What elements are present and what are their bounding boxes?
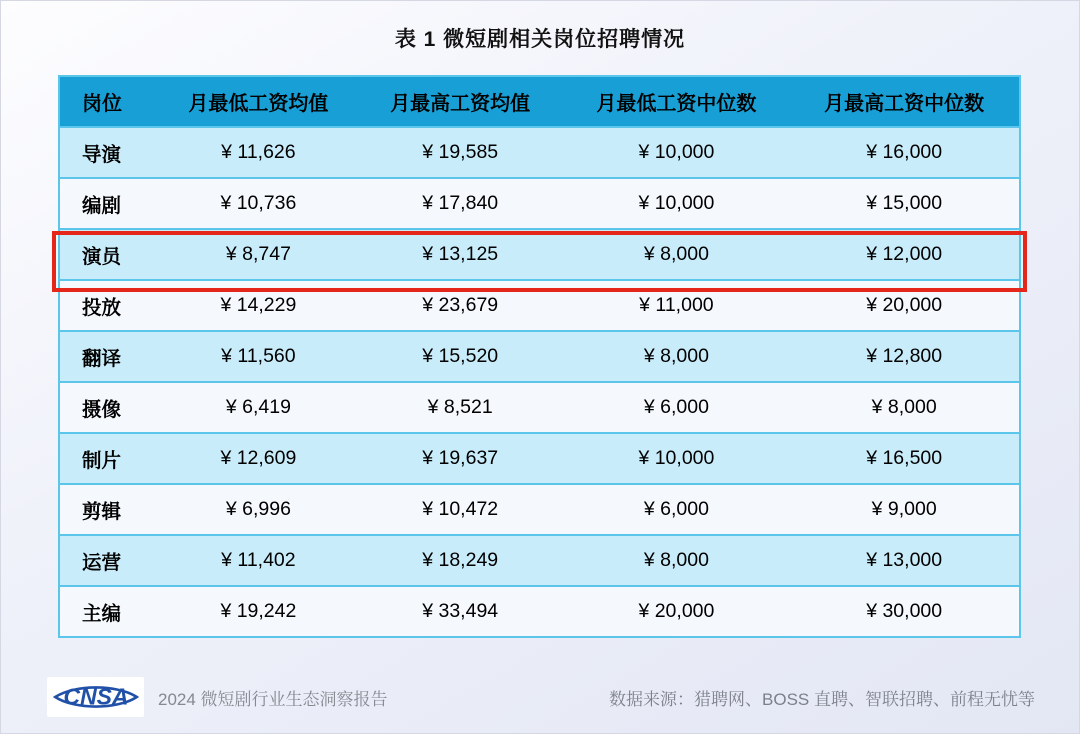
column-header-min-avg: 月最低工资均值 [160, 76, 357, 127]
value-cell: ¥ 6,996 [160, 484, 357, 535]
cnsa-logo-text: CNSA [63, 683, 128, 710]
value-cell: ¥ 20,000 [564, 586, 790, 637]
value-cell: ¥ 23,679 [357, 280, 564, 331]
value-cell: ¥ 15,000 [789, 178, 1020, 229]
value-cell: ¥ 10,736 [160, 178, 357, 229]
value-cell: ¥ 8,000 [564, 229, 790, 280]
value-cell: ¥ 14,229 [160, 280, 357, 331]
value-cell: ¥ 8,000 [564, 331, 790, 382]
column-header-max-avg: 月最高工资均值 [357, 76, 564, 127]
column-header-min-median: 月最低工资中位数 [564, 76, 790, 127]
position-cell: 编剧 [59, 178, 160, 229]
column-header-position: 岗位 [59, 76, 160, 127]
value-cell: ¥ 8,521 [357, 382, 564, 433]
position-cell: 导演 [59, 127, 160, 178]
value-cell: ¥ 15,520 [357, 331, 564, 382]
value-cell: ¥ 10,000 [564, 127, 790, 178]
value-cell: ¥ 20,000 [789, 280, 1020, 331]
value-cell: ¥ 13,000 [789, 535, 1020, 586]
value-cell: ¥ 33,494 [357, 586, 564, 637]
value-cell: ¥ 10,000 [564, 433, 790, 484]
value-cell: ¥ 16,500 [789, 433, 1020, 484]
value-cell: ¥ 30,000 [789, 586, 1020, 637]
value-cell: ¥ 8,747 [160, 229, 357, 280]
report-name: 2024 微短剧行业生态洞察报告 [158, 689, 388, 709]
position-cell: 主编 [59, 586, 160, 637]
value-cell: ¥ 6,419 [160, 382, 357, 433]
table-row [59, 586, 1020, 637]
table-title: 表 1 微短剧相关岗位招聘情况 [394, 28, 686, 51]
footer [47, 677, 1035, 717]
position-cell: 演员 [59, 229, 160, 280]
value-cell: ¥ 6,000 [564, 382, 790, 433]
value-cell: ¥ 10,472 [357, 484, 564, 535]
table-row [59, 535, 1020, 586]
value-cell: ¥ 10,000 [564, 178, 790, 229]
value-cell: ¥ 19,585 [357, 127, 564, 178]
value-cell: ¥ 17,840 [357, 178, 564, 229]
position-cell: 投放 [59, 280, 160, 331]
table-row-highlighted [59, 229, 1020, 280]
table-row [59, 433, 1020, 484]
table-row [59, 127, 1020, 178]
cnsa-logo-icon [52, 680, 140, 714]
table-header-row [59, 76, 1020, 127]
value-cell: ¥ 8,000 [564, 535, 790, 586]
value-cell: ¥ 12,000 [789, 229, 1020, 280]
table-row [59, 382, 1020, 433]
position-cell: 运营 [59, 535, 160, 586]
position-cell: 翻译 [59, 331, 160, 382]
position-cell: 剪辑 [59, 484, 160, 535]
data-source: 数据来源：猎聘网、BOSS 直聘、智联招聘、前程无忧等 [609, 689, 1035, 709]
value-cell: ¥ 6,000 [564, 484, 790, 535]
table-body [59, 127, 1020, 637]
value-cell: ¥ 13,125 [357, 229, 564, 280]
value-cell: ¥ 11,560 [160, 331, 357, 382]
value-cell: ¥ 19,637 [357, 433, 564, 484]
cnsa-logo [47, 677, 144, 717]
table-row [59, 331, 1020, 382]
value-cell: ¥ 8,000 [789, 382, 1020, 433]
position-cell: 摄像 [59, 382, 160, 433]
table-row [59, 484, 1020, 535]
value-cell: ¥ 11,626 [160, 127, 357, 178]
table-row [59, 280, 1020, 331]
footer-left [47, 677, 388, 717]
table-row [59, 178, 1020, 229]
salary-table [58, 75, 1021, 638]
value-cell: ¥ 11,402 [160, 535, 357, 586]
column-header-max-median: 月最高工资中位数 [789, 76, 1020, 127]
value-cell: ¥ 16,000 [789, 127, 1020, 178]
recruitment-table [58, 75, 1021, 638]
position-cell: 制片 [59, 433, 160, 484]
value-cell: ¥ 11,000 [564, 280, 790, 331]
value-cell: ¥ 12,609 [160, 433, 357, 484]
value-cell: ¥ 12,800 [789, 331, 1020, 382]
value-cell: ¥ 18,249 [357, 535, 564, 586]
value-cell: ¥ 19,242 [160, 586, 357, 637]
value-cell: ¥ 9,000 [789, 484, 1020, 535]
